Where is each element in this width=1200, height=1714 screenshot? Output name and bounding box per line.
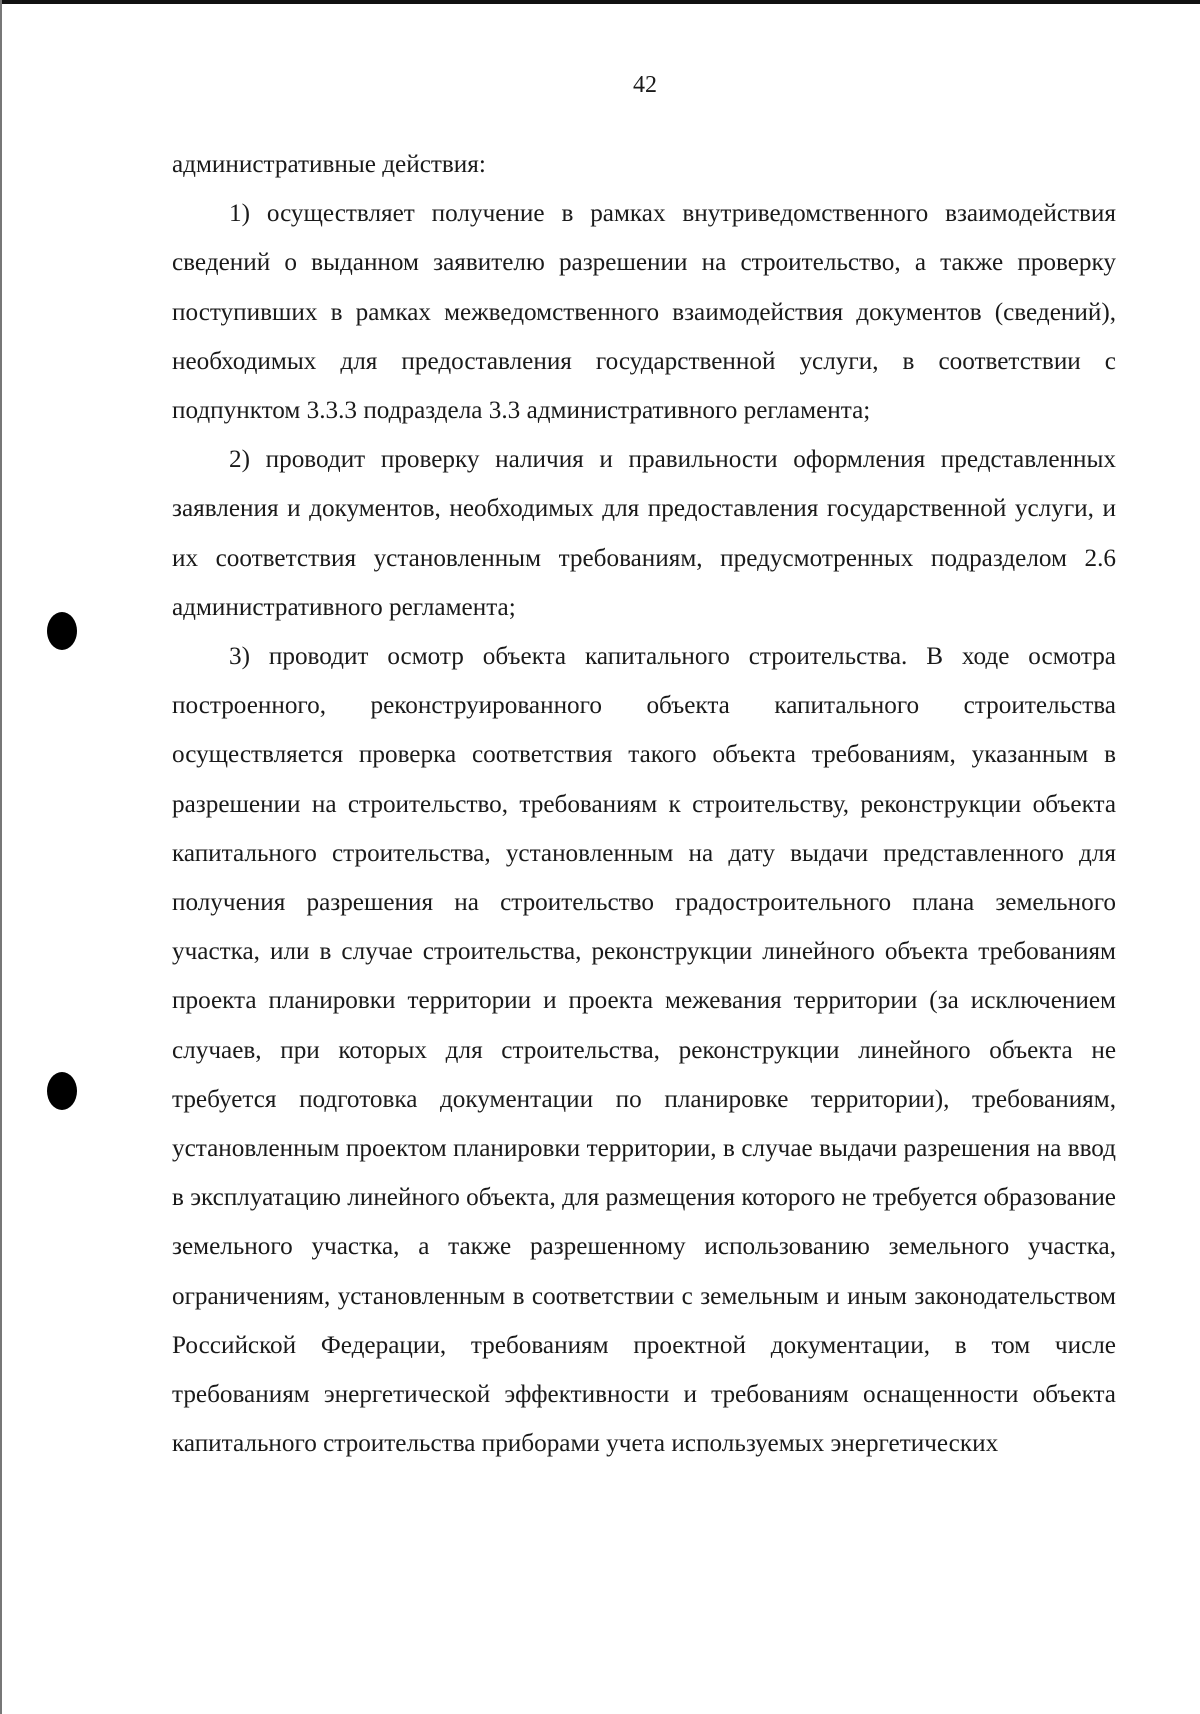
paragraph-intro: административные действия: <box>172 151 486 178</box>
binder-hole-mark <box>47 612 77 650</box>
scan-left-border <box>0 0 2 1714</box>
paragraph-item-1: 1) осуществляет получение в рамках внутриведомственного взаимодействия сведений о выданном заявителю разрешении на строительство, а также проверку поступивших в рамках межведомственного взаимодействия документов (сведений), необходимых для предоставления государственной услуги, в соответствии с подпунктом 3.3.3 подраздела 3.3 административного регламента; <box>172 200 1116 425</box>
paragraph-item-2: 2) проводит проверку наличия и правильности оформления представленных заявления и документов, необходимых для предоставления государственной услуги, и их соответствия установленным требованиям, предусмотренных подразделом 2.6 административного регламента; <box>172 446 1116 621</box>
scan-top-border <box>0 0 1200 4</box>
paragraph-item-3: 3) проводит осмотр объекта капитального строительства. В ходе осмотра построенного, реконструированного объекта капитального строительства осуществляется проверка соответствия такого объекта требованиям, указанным в разрешении на строительство, требованиям к строительству, реконструкции объекта капитального строительства, установленным на дату выдачи представленного для получения разрешения на строительство градостроительного плана земельного участка, или в случае строительства, реконструкции линейного объекта требованиям проекта планировки территории и проекта межевания территории (за исключением случаев, при которых для строительства, реконструкции линейного объекта не требуется подготовка документации по планировке территории), требованиям, установленным проектом планировки территории, в случае выдачи разрешения на ввод в эксплуатацию линейного объекта, для размещения которого не требуется образование земельного участка, а также разрешенному использованию земельного участка, ограничениям, установленным в соответствии с земельным и иным законодательством Российской Федерации, требованиям проектной документации, в том числе требованиям энергетической эффективности и требованиям оснащенности объекта капитального строительства приборами учета используемых энергетических <box>172 643 1116 1458</box>
binder-hole-mark <box>47 1072 77 1110</box>
document-body <box>172 140 1116 1468</box>
page-number: 42 <box>633 72 657 98</box>
